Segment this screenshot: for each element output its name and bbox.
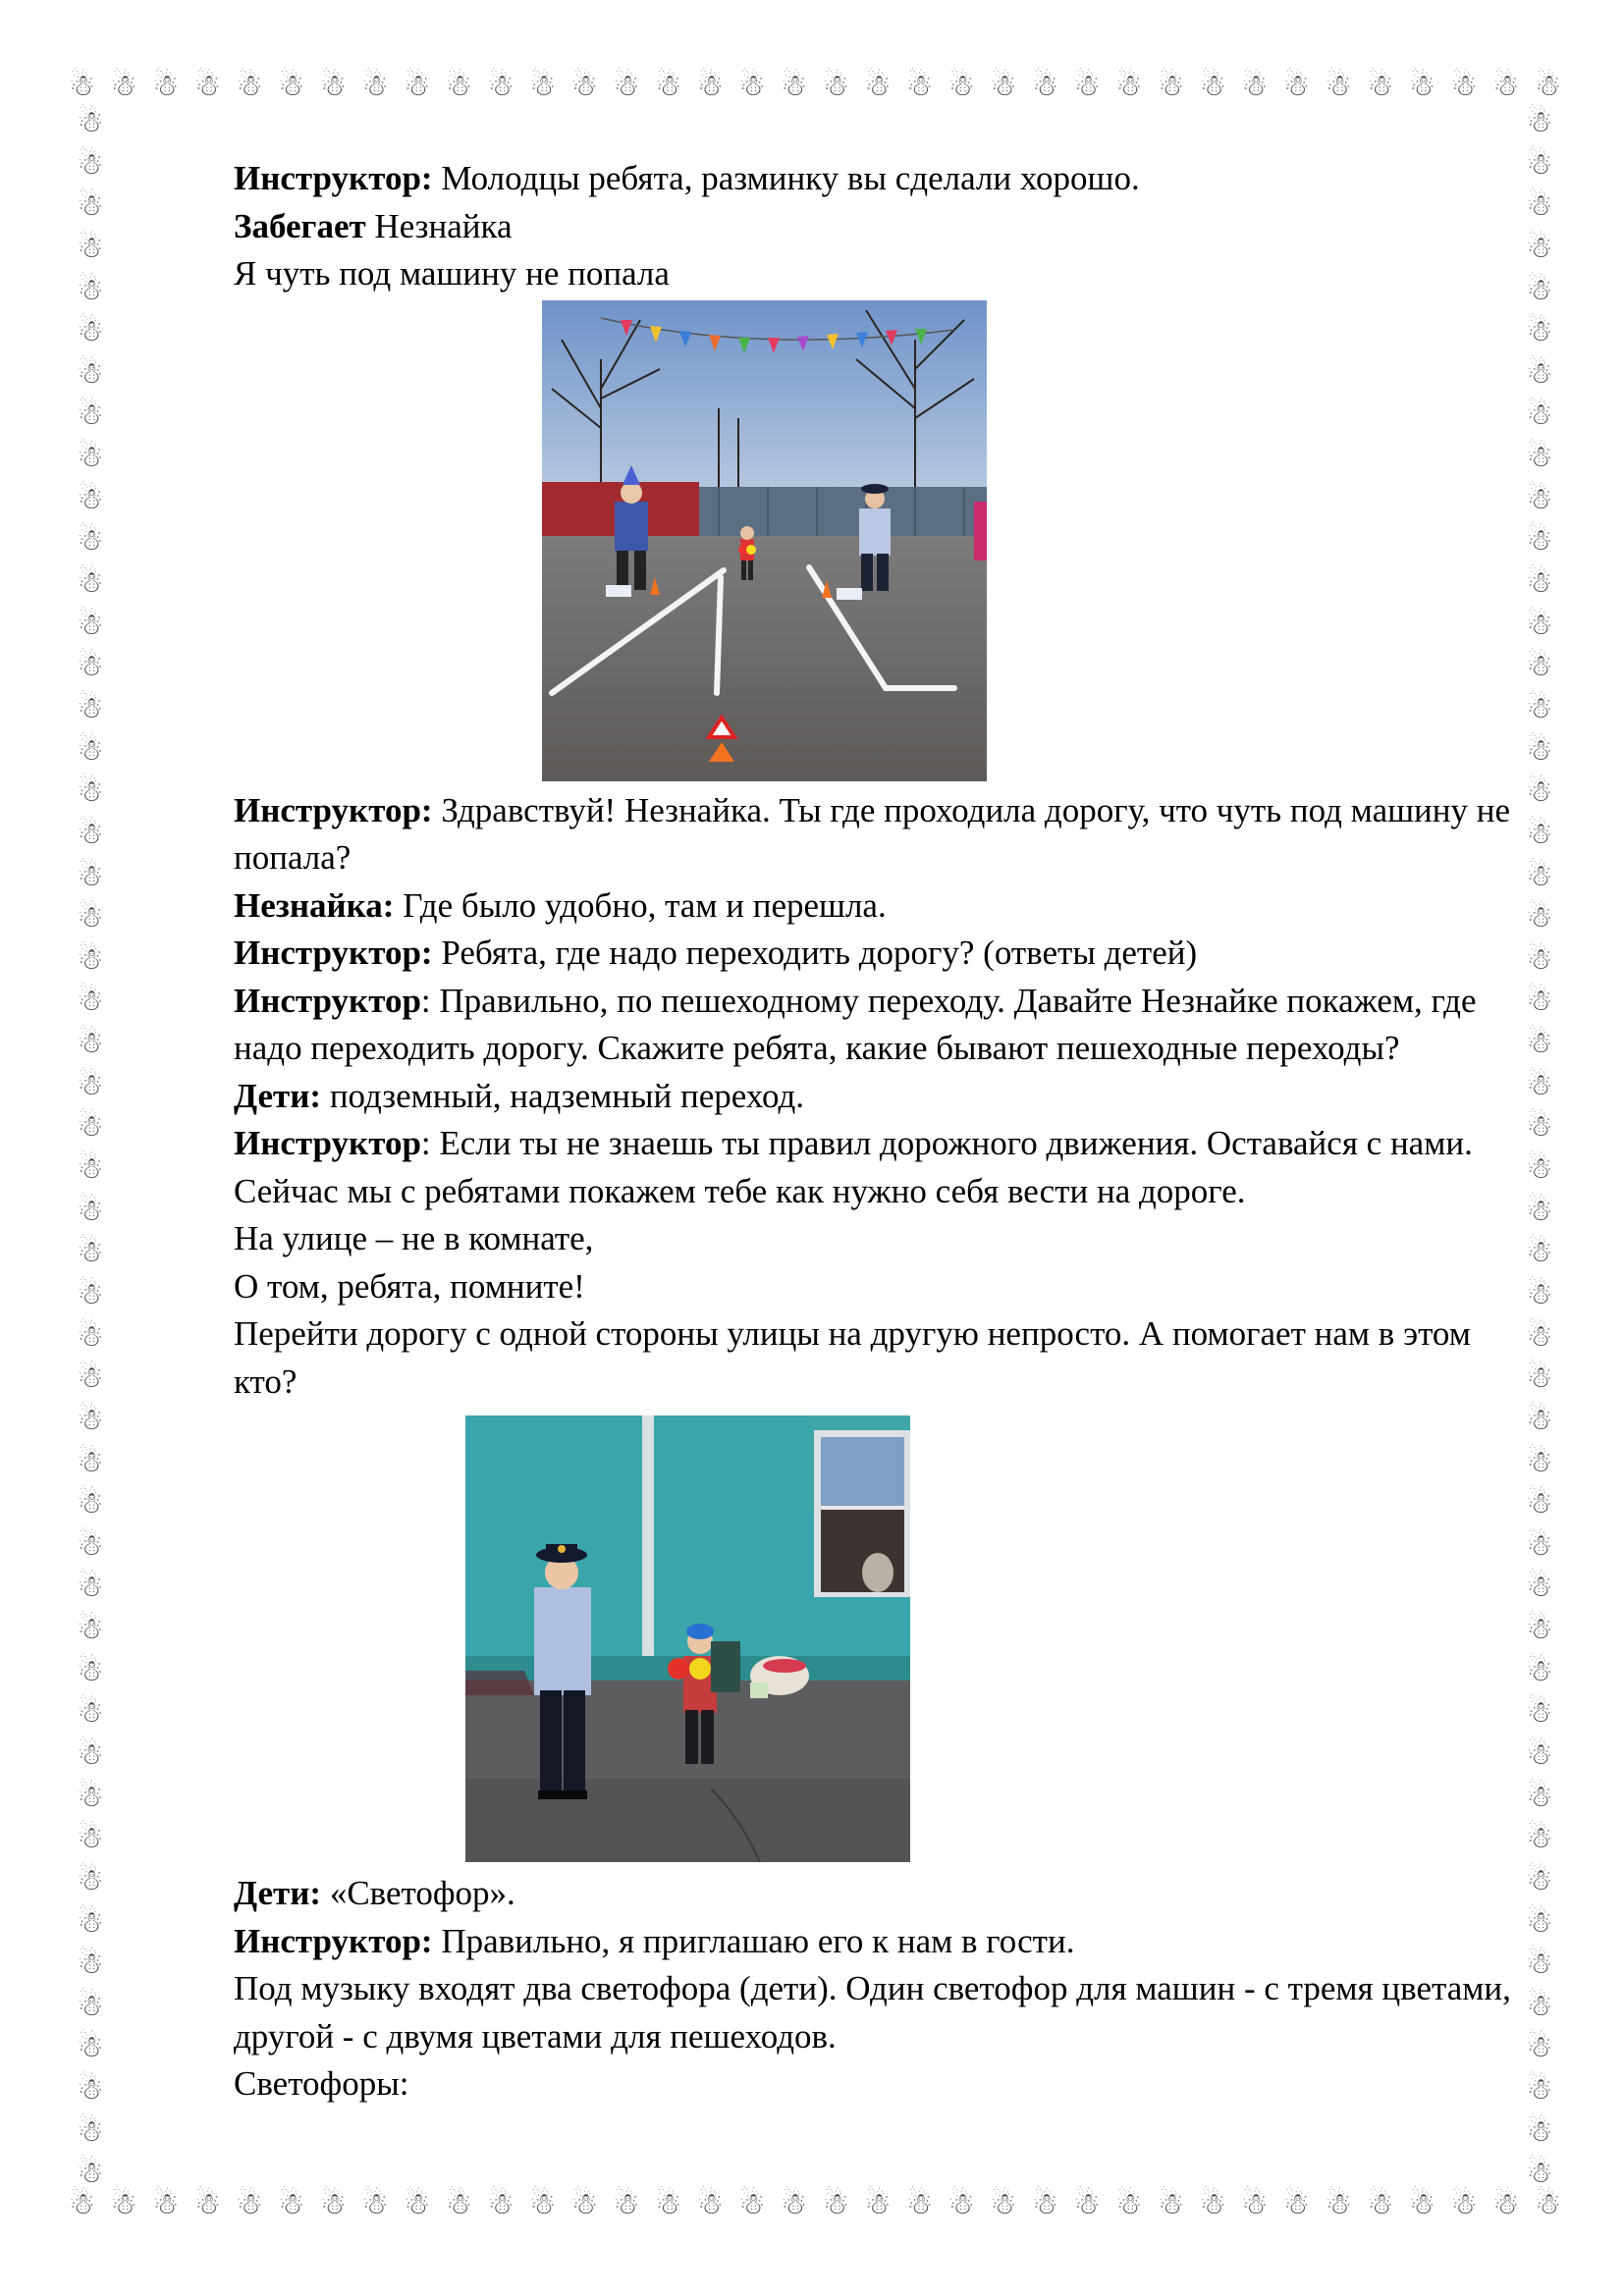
paragraph-text: Я чуть под машину не попала: [234, 254, 670, 293]
stick-figure-pedestrian-icon: ☃: [77, 816, 104, 851]
stick-figure-pedestrian-icon: ☃: [1526, 1276, 1553, 1311]
stick-figure-pedestrian-icon: ☃: [77, 272, 104, 307]
stick-figure-pedestrian-icon: ☃: [193, 69, 221, 103]
stick-figure-pedestrian-icon: ☃: [864, 69, 892, 103]
stick-figure-pedestrian-icon: ☃: [77, 105, 104, 139]
stick-figure-pedestrian-icon: ☃: [1526, 105, 1553, 139]
stick-figure-pedestrian-icon: ☃: [570, 2187, 598, 2221]
stick-figure-pedestrian-icon: ☃: [77, 230, 104, 265]
stick-figure-pedestrian-icon: ☃: [1492, 69, 1520, 103]
stick-figure-pedestrian-icon: ☃: [1526, 314, 1553, 349]
stick-figure-pedestrian-icon: ☃: [1450, 69, 1478, 103]
paragraph: [234, 787, 1520, 882]
paragraph-text: : Правильно, по пешеходному переходу. Давайте Незнайке покажем, где надо переходить дорогу. Скажите ребята, какие бывают пешеходные переходы?: [234, 981, 1477, 1067]
stick-figure-pedestrian-icon: ☃: [1526, 900, 1553, 935]
stick-figure-pedestrian-icon: ☃: [1526, 1444, 1553, 1479]
stick-figure-pedestrian-icon: ☃: [1526, 2113, 1553, 2149]
stick-figure-pedestrian-icon: ☃: [1283, 2187, 1310, 2221]
paragraph-text: Молодцы ребята, разминку вы сделали хорошо.: [432, 159, 1140, 197]
stick-figure-pedestrian-icon: ☃: [1526, 398, 1553, 433]
stick-figure-pedestrian-icon: ☃: [77, 2030, 104, 2065]
stick-figure-pedestrian-icon: ☃: [1526, 2156, 1553, 2191]
stick-figure-pedestrian-icon: ☃: [77, 858, 104, 893]
stick-figure-pedestrian-icon: ☃: [77, 1109, 104, 1145]
stick-figure-pedestrian-icon: ☃: [77, 732, 104, 768]
stick-figure-pedestrian-icon: ☃: [77, 1695, 104, 1731]
stick-figure-pedestrian-icon: ☃: [738, 69, 766, 103]
stick-figure-pedestrian-icon: ☃: [1115, 2187, 1143, 2221]
stick-figure-pedestrian-icon: ☃: [1526, 1193, 1553, 1228]
stick-figure-pedestrian-icon: ☃: [1526, 230, 1553, 265]
paragraph-text: Светофоры:: [234, 2064, 409, 2103]
stick-figure-pedestrian-icon: ☃: [77, 398, 104, 433]
speaker-label: Инструктор:: [234, 934, 433, 972]
stick-figure-pedestrian-icon: ☃: [77, 649, 104, 684]
paragraph-text: Ребята, где надо переходить дорогу? (ответы детей): [432, 934, 1198, 972]
stick-figure-pedestrian-icon: ☃: [319, 69, 347, 103]
stick-figure-pedestrian-icon: ☃: [906, 69, 934, 103]
stick-figure-pedestrian-icon: ☃: [69, 69, 95, 103]
stick-figure-pedestrian-icon: ☃: [1325, 2187, 1352, 2221]
paragraph: [234, 1263, 1520, 1311]
stick-figure-pedestrian-icon: ☃: [404, 2187, 431, 2221]
stick-figure-pedestrian-icon: ☃: [1526, 607, 1553, 642]
paragraph: [234, 978, 1520, 1073]
stick-figure-pedestrian-icon: ☃: [906, 2187, 934, 2221]
stick-figure-pedestrian-icon: ☃: [1526, 858, 1553, 893]
stick-figure-pedestrian-icon: ☃: [570, 69, 598, 103]
stick-figure-pedestrian-icon: ☃: [152, 2187, 180, 2221]
stick-figure-pedestrian-icon: ☃: [864, 2187, 892, 2221]
stick-figure-pedestrian-icon: ☃: [77, 2156, 104, 2191]
stick-figure-pedestrian-icon: ☃: [1526, 984, 1553, 1019]
stick-figure-pedestrian-icon: ☃: [1526, 1988, 1553, 2023]
stick-figure-pedestrian-icon: ☃: [77, 481, 104, 516]
stick-figure-pedestrian-icon: ☃: [361, 2187, 389, 2221]
paragraph: [234, 203, 1520, 251]
stick-figure-pedestrian-icon: ☃: [110, 2187, 137, 2221]
stick-figure-pedestrian-icon: ☃: [822, 2187, 849, 2221]
stick-figure-pedestrian-icon: ☃: [947, 2187, 975, 2221]
stick-figure-pedestrian-icon: ☃: [77, 1151, 104, 1187]
stick-figure-pedestrian-icon: ☃: [822, 69, 849, 103]
page-border-right: [1518, 105, 1561, 2191]
stick-figure-pedestrian-icon: ☃: [1526, 1947, 1553, 1982]
stick-figure-pedestrian-icon: ☃: [487, 69, 514, 103]
stick-figure-pedestrian-icon: ☃: [1526, 1109, 1553, 1145]
paragraph-text: Под музыку входят два светофора (дети). Один светофор для машин - с тремя цветами, другой - с двумя цветами для пешеходов.: [234, 1969, 1511, 2056]
speaker-label: Забегает: [234, 206, 366, 245]
stick-figure-pedestrian-icon: ☃: [1526, 1612, 1553, 1647]
stick-figure-pedestrian-icon: ☃: [1526, 188, 1553, 224]
stick-figure-pedestrian-icon: ☃: [781, 69, 808, 103]
stick-figure-pedestrian-icon: ☃: [1325, 69, 1352, 103]
stick-figure-pedestrian-icon: ☃: [1526, 1402, 1553, 1437]
stick-figure-pedestrian-icon: ☃: [77, 2113, 104, 2149]
stick-figure-pedestrian-icon: ☃: [1526, 272, 1553, 307]
paragraph: [234, 1215, 1520, 1263]
stick-figure-pedestrian-icon: ☃: [110, 69, 137, 103]
paragraph: [234, 250, 1520, 298]
stick-figure-pedestrian-icon: ☃: [77, 1653, 104, 1688]
stick-figure-pedestrian-icon: ☃: [152, 69, 180, 103]
stick-figure-pedestrian-icon: ☃: [77, 523, 104, 559]
stick-figure-pedestrian-icon: ☃: [77, 1570, 104, 1605]
section-intro: [234, 155, 1520, 298]
stick-figure-pedestrian-icon: ☃: [1526, 1821, 1553, 1856]
stick-figure-pedestrian-icon: ☃: [1526, 1570, 1553, 1605]
speaker-label: Незнайка:: [234, 885, 395, 925]
stick-figure-pedestrian-icon: ☃: [1199, 69, 1226, 103]
stick-figure-pedestrian-icon: ☃: [77, 565, 104, 601]
stick-figure-pedestrian-icon: ☃: [77, 1862, 104, 1897]
stick-figure-pedestrian-icon: ☃: [278, 69, 305, 103]
stick-figure-pedestrian-icon: ☃: [1526, 2030, 1553, 2065]
stick-figure-pedestrian-icon: ☃: [1526, 649, 1553, 684]
stick-figure-pedestrian-icon: ☃: [236, 69, 263, 103]
page-border-top: [69, 65, 1561, 108]
paragraph-text: Где было удобно, там и перешла.: [394, 885, 887, 925]
inspector-and-child-traffic-light-photo: [465, 1415, 910, 1862]
stick-figure-pedestrian-icon: ☃: [696, 69, 724, 103]
paragraph: [234, 155, 1520, 203]
stick-figure-pedestrian-icon: ☃: [1526, 1779, 1553, 1814]
paragraph: [234, 930, 1520, 978]
paragraph-text: подземный, надземный переход.: [321, 1076, 805, 1115]
stick-figure-pedestrian-icon: ☃: [1534, 2187, 1561, 2221]
stick-figure-pedestrian-icon: ☃: [77, 188, 104, 224]
stick-figure-pedestrian-icon: ☃: [1526, 1736, 1553, 1772]
paragraph-text: О том, ребята, помните!: [234, 1266, 585, 1306]
stick-figure-pedestrian-icon: ☃: [1526, 1486, 1553, 1522]
stick-figure-pedestrian-icon: ☃: [1409, 2187, 1435, 2221]
stick-figure-pedestrian-icon: ☃: [77, 1318, 104, 1354]
stick-figure-pedestrian-icon: ☃: [77, 440, 104, 475]
stick-figure-pedestrian-icon: ☃: [1526, 1695, 1553, 1731]
paragraph: [234, 2060, 1520, 2109]
stick-figure-pedestrian-icon: ☃: [613, 69, 640, 103]
stick-figure-pedestrian-icon: ☃: [1241, 2187, 1269, 2221]
stick-figure-pedestrian-icon: ☃: [1526, 690, 1553, 725]
stick-figure-pedestrian-icon: ☃: [1526, 1067, 1553, 1102]
speaker-label: Дети:: [234, 1874, 322, 1912]
section-traffic-light: [234, 1870, 1520, 2109]
stick-figure-pedestrian-icon: ☃: [1526, 941, 1553, 977]
stick-figure-pedestrian-icon: ☃: [990, 2187, 1017, 2221]
stick-figure-pedestrian-icon: ☃: [1526, 774, 1553, 810]
paragraph-text: На улице – не в комнате,: [234, 1219, 594, 1257]
stick-figure-pedestrian-icon: ☃: [947, 69, 975, 103]
stick-figure-pedestrian-icon: ☃: [1283, 69, 1310, 103]
stick-figure-pedestrian-icon: ☃: [77, 1235, 104, 1270]
stick-figure-pedestrian-icon: ☃: [1526, 1653, 1553, 1688]
stick-figure-pedestrian-icon: ☃: [77, 314, 104, 349]
speaker-label: Инструктор:: [234, 159, 433, 197]
stick-figure-pedestrian-icon: ☃: [1526, 481, 1553, 516]
paragraph-text: «Светофор».: [321, 1874, 515, 1912]
speaker-label: Инструктор:: [234, 790, 433, 829]
paragraph: [234, 1965, 1520, 2060]
stick-figure-pedestrian-icon: ☃: [77, 690, 104, 725]
speaker-label: Дети:: [234, 1076, 322, 1115]
stick-figure-pedestrian-icon: ☃: [1526, 2072, 1553, 2108]
stick-figure-pedestrian-icon: ☃: [1526, 440, 1553, 475]
stick-figure-pedestrian-icon: ☃: [1526, 816, 1553, 851]
stick-figure-pedestrian-icon: ☃: [77, 984, 104, 1019]
stick-figure-pedestrian-icon: ☃: [77, 1193, 104, 1228]
stick-figure-pedestrian-icon: ☃: [77, 900, 104, 935]
stick-figure-pedestrian-icon: ☃: [1492, 2187, 1520, 2221]
paragraph: [234, 1120, 1520, 1215]
stick-figure-pedestrian-icon: ☃: [77, 1402, 104, 1437]
page-border-bottom: [69, 2183, 1561, 2226]
stick-figure-pedestrian-icon: ☃: [77, 1276, 104, 1311]
stick-figure-pedestrian-icon: ☃: [1526, 1151, 1553, 1187]
stick-figure-pedestrian-icon: ☃: [655, 69, 682, 103]
stick-figure-pedestrian-icon: ☃: [1241, 69, 1269, 103]
stick-figure-pedestrian-icon: ☃: [529, 69, 557, 103]
stick-figure-pedestrian-icon: ☃: [1526, 732, 1553, 768]
stick-figure-pedestrian-icon: ☃: [1526, 1361, 1553, 1396]
stick-figure-pedestrian-icon: ☃: [1115, 69, 1143, 103]
stick-figure-pedestrian-icon: ☃: [1526, 355, 1553, 391]
stick-figure-pedestrian-icon: ☃: [278, 2187, 305, 2221]
stick-figure-pedestrian-icon: ☃: [77, 1026, 104, 1061]
stick-figure-pedestrian-icon: ☃: [77, 146, 104, 182]
stick-figure-pedestrian-icon: ☃: [69, 2187, 95, 2221]
stick-figure-pedestrian-icon: ☃: [445, 2187, 472, 2221]
stick-figure-pedestrian-icon: ☃: [1158, 69, 1184, 103]
stick-figure-pedestrian-icon: ☃: [77, 1361, 104, 1396]
stick-figure-pedestrian-icon: ☃: [1199, 2187, 1226, 2221]
stick-figure-pedestrian-icon: ☃: [77, 1904, 104, 1940]
paragraph: [234, 882, 1520, 931]
stick-figure-pedestrian-icon: ☃: [236, 2187, 263, 2221]
stick-figure-pedestrian-icon: ☃: [1367, 2187, 1394, 2221]
stick-figure-pedestrian-icon: ☃: [1526, 1862, 1553, 1897]
stick-figure-pedestrian-icon: ☃: [1032, 69, 1058, 103]
stick-figure-pedestrian-icon: ☃: [445, 69, 472, 103]
stick-figure-pedestrian-icon: ☃: [781, 2187, 808, 2221]
stick-figure-pedestrian-icon: ☃: [529, 2187, 557, 2221]
stick-figure-pedestrian-icon: ☃: [1526, 1904, 1553, 1940]
stick-figure-pedestrian-icon: ☃: [77, 1821, 104, 1856]
stick-figure-pedestrian-icon: ☃: [77, 1067, 104, 1102]
paragraph-text: Здравствуй! Незнайка. Ты где проходила дорогу, что чуть под машину не попала?: [234, 790, 1511, 877]
document-body: [234, 155, 1520, 2109]
stick-figure-pedestrian-icon: ☃: [1526, 1527, 1553, 1563]
stick-figure-pedestrian-icon: ☃: [77, 1947, 104, 1982]
paragraph-text: Правильно, я приглашаю его к нам в гости.: [432, 1921, 1075, 1960]
section-dialogue: [234, 787, 1520, 1407]
paragraph: [234, 1073, 1520, 1121]
stick-figure-pedestrian-icon: ☃: [1450, 2187, 1478, 2221]
stick-figure-pedestrian-icon: ☃: [77, 1612, 104, 1647]
stick-figure-pedestrian-icon: ☃: [1526, 146, 1553, 182]
stick-figure-pedestrian-icon: ☃: [77, 2072, 104, 2108]
paragraph: [234, 1310, 1520, 1406]
stick-figure-pedestrian-icon: ☃: [990, 69, 1017, 103]
stick-figure-pedestrian-icon: ☃: [77, 1527, 104, 1563]
playground-road-crossing-photo: [542, 300, 987, 781]
stick-figure-pedestrian-icon: ☃: [77, 1988, 104, 2023]
stick-figure-pedestrian-icon: ☃: [1367, 69, 1394, 103]
stick-figure-pedestrian-icon: ☃: [77, 774, 104, 810]
stick-figure-pedestrian-icon: ☃: [1534, 69, 1561, 103]
stick-figure-pedestrian-icon: ☃: [193, 2187, 221, 2221]
stick-figure-pedestrian-icon: ☃: [1526, 523, 1553, 559]
stick-figure-pedestrian-icon: ☃: [1526, 1235, 1553, 1270]
stick-figure-pedestrian-icon: ☃: [1526, 1026, 1553, 1061]
stick-figure-pedestrian-icon: ☃: [1032, 2187, 1058, 2221]
stick-figure-pedestrian-icon: ☃: [1526, 1318, 1553, 1354]
speaker-label: Инструктор:: [234, 1921, 433, 1960]
stick-figure-pedestrian-icon: ☃: [1073, 2187, 1101, 2221]
stick-figure-pedestrian-icon: ☃: [361, 69, 389, 103]
stick-figure-pedestrian-icon: ☃: [319, 2187, 347, 2221]
stick-figure-pedestrian-icon: ☃: [77, 1486, 104, 1522]
stick-figure-pedestrian-icon: ☃: [1526, 565, 1553, 601]
stick-figure-pedestrian-icon: ☃: [696, 2187, 724, 2221]
paragraph-text: : Если ты не знаешь ты правил дорожного движения. Оставайся с нами. Сейчас мы с ребятами покажем тебе как нужно себя вести на дороге.: [234, 1124, 1473, 1210]
paragraph: [234, 1870, 1520, 1918]
stick-figure-pedestrian-icon: ☃: [1073, 69, 1101, 103]
paragraph: [234, 1918, 1520, 1966]
stick-figure-pedestrian-icon: ☃: [487, 2187, 514, 2221]
paragraph-text: Незнайка: [365, 206, 513, 245]
stick-figure-pedestrian-icon: ☃: [1409, 69, 1435, 103]
stick-figure-pedestrian-icon: ☃: [77, 1779, 104, 1814]
page-border-left: [69, 105, 112, 2191]
stick-figure-pedestrian-icon: ☃: [77, 1444, 104, 1479]
paragraph-text: Перейти дорогу с одной стороны улицы на другую непросто. А помогает нам в этом кто?: [234, 1314, 1471, 1401]
stick-figure-pedestrian-icon: ☃: [77, 607, 104, 642]
stick-figure-pedestrian-icon: ☃: [77, 355, 104, 391]
stick-figure-pedestrian-icon: ☃: [613, 2187, 640, 2221]
stick-figure-pedestrian-icon: ☃: [655, 2187, 682, 2221]
stick-figure-pedestrian-icon: ☃: [77, 1736, 104, 1772]
speaker-label: Инструктор: [234, 981, 421, 1020]
stick-figure-pedestrian-icon: ☃: [1158, 2187, 1184, 2221]
stick-figure-pedestrian-icon: ☃: [738, 2187, 766, 2221]
stick-figure-pedestrian-icon: ☃: [77, 941, 104, 977]
speaker-label: Инструктор: [234, 1124, 421, 1162]
stick-figure-pedestrian-icon: ☃: [404, 69, 431, 103]
